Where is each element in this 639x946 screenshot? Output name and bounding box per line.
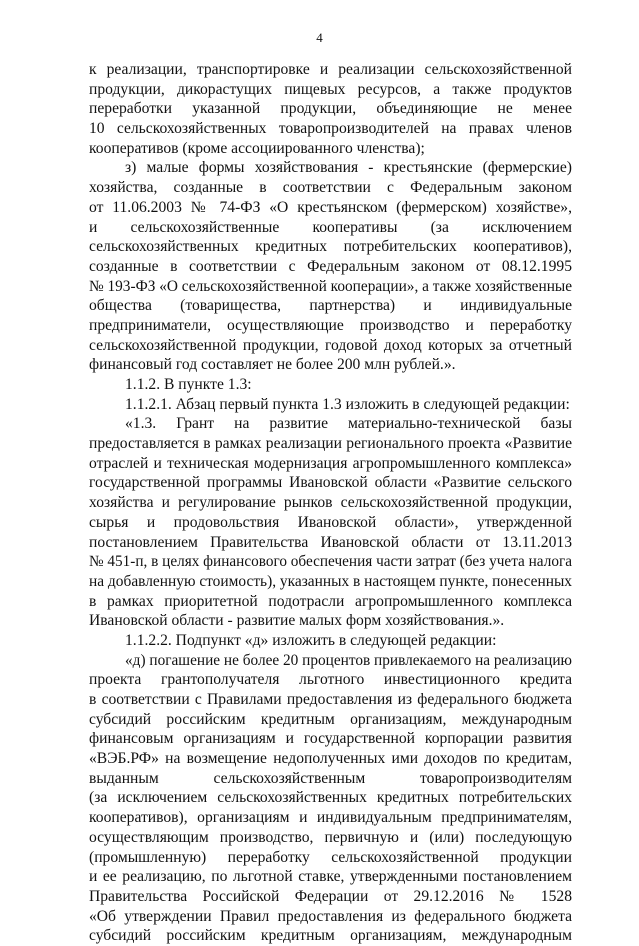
text-line: сельскохозяйственных кредитных потребительских кооперативов), bbox=[89, 238, 572, 256]
text-line: государственной программы Ивановской области «Развитие сельского bbox=[89, 474, 572, 492]
text-line: отраслей и техническая модернизация агропромышленного комплекса» bbox=[89, 454, 572, 472]
text-line: (за исключением сельскохозяйственных кредитных потребительских bbox=[89, 789, 572, 807]
text-line: созданные в соответствии с Федеральным законом от 08.12.1995 bbox=[89, 257, 572, 275]
text-line: в рамках приоритетной подотрасли агропромышленного комплекса bbox=[89, 592, 572, 610]
text-line: хозяйства и регулирование рынков сельскохозяйственной продукции, bbox=[89, 494, 572, 512]
text-line: в соответствии с Правилами предоставления из федерального бюджета bbox=[89, 691, 572, 708]
text-line: переработки указанной продукции, объединяющие не менее bbox=[89, 100, 572, 118]
document-body bbox=[89, 60, 572, 946]
text-line: «Об утверждении Правил предоставления из федерального бюджета bbox=[89, 907, 572, 925]
text-line: (промышленную) переработку сельскохозяйственной продукции bbox=[89, 848, 572, 866]
text-line: 1.1.2.2. Подпункт «д» изложить в следующей редакции: bbox=[125, 631, 497, 649]
page-number: 4 bbox=[316, 30, 323, 45]
text-line: постановлением Правительства Ивановской области от 13.11.2013 bbox=[89, 533, 572, 551]
text-line: «ВЭБ.РФ» на возмещение недополученных ими доходов по кредитам, bbox=[89, 750, 572, 768]
text-line: к реализации, транспортировке и реализации сельскохозяйственной bbox=[89, 61, 572, 78]
text-line: Правительства Российской Федерации от 29.12.2016 № 1528 bbox=[89, 887, 572, 905]
text-line: выданным сельскохозяйственным товаропроизводителям bbox=[89, 769, 572, 787]
text-line: сельскохозяйственной продукции, годовой доход которых за отчетный bbox=[89, 336, 572, 354]
text-line: финансовый год составляет не более 200 млн рублей.». bbox=[89, 356, 456, 374]
text-line: на добавленную стоимость), указанных в настоящем пункте, понесенных bbox=[89, 572, 573, 590]
text-line: предоставляется в рамках реализации регионального проекта «Развитие bbox=[89, 435, 572, 453]
text-line: «1.3. Грант на развитие материально-технической базы bbox=[125, 415, 572, 433]
text-line: кооперативов (кроме ассоциированного членства); bbox=[89, 139, 425, 157]
text-line: хозяйства, созданные в соответствии с Федеральным законом bbox=[89, 179, 572, 197]
text-line: финансовым организациям и государственной корпорации развития bbox=[89, 730, 572, 748]
text-line: 10 сельскохозяйственных товаропроизводителей на правах членов bbox=[89, 120, 572, 138]
text-line: общества (товарищества, партнерства) и индивидуальные bbox=[89, 297, 572, 315]
text-line: Ивановской области - развитие малых форм хозяйствования.». bbox=[89, 612, 505, 630]
text-line: субсидий российским кредитным организациям, международным bbox=[89, 927, 572, 945]
text-line: кооперативов), организациям и индивидуальным предпринимателям, bbox=[89, 809, 572, 827]
text-line: 1.1.2.1. Абзац первый пункта 1.3 изложить в следующей редакции: bbox=[125, 395, 570, 413]
text-line: и сельскохозяйственные кооперативы (за исключением bbox=[89, 218, 572, 236]
text-line: 1.1.2. В пункте 1.3: bbox=[125, 376, 252, 393]
text-line: № 193-ФЗ «О сельскохозяйственной кооперации», а также хозяйственные bbox=[89, 277, 573, 295]
text-line: з) малые формы хозяйствования - крестьянские (фермерские) bbox=[125, 159, 572, 177]
text-line: осуществляющим производство, первичную и (или) последующую bbox=[89, 828, 572, 846]
text-line: и ее реализацию, по льготной ставке, утвержденными постановлением bbox=[89, 868, 572, 886]
text-line: продукции, дикорастущих пищевых ресурсов, а также продуктов bbox=[89, 80, 572, 98]
text-line: сырья и продовольствия Ивановской области», утвержденной bbox=[89, 513, 572, 531]
text-line: субсидий российским кредитным организациям, международным bbox=[89, 710, 572, 728]
text-line: проекта грантополучателя льготного инвестиционного кредита bbox=[89, 671, 572, 689]
text-line: предприниматели, осуществляющие производство и переработку bbox=[89, 316, 572, 334]
text-line: № 451-п, в целях финансового обеспечения части затрат (без учета налога bbox=[89, 553, 572, 571]
text-line: «д) погашение не более 20 процентов привлекаемого на реализацию bbox=[125, 651, 572, 669]
text-line: от 11.06.2003 № 74-ФЗ «О крестьянском (фермерском) хозяйстве», bbox=[89, 198, 572, 216]
